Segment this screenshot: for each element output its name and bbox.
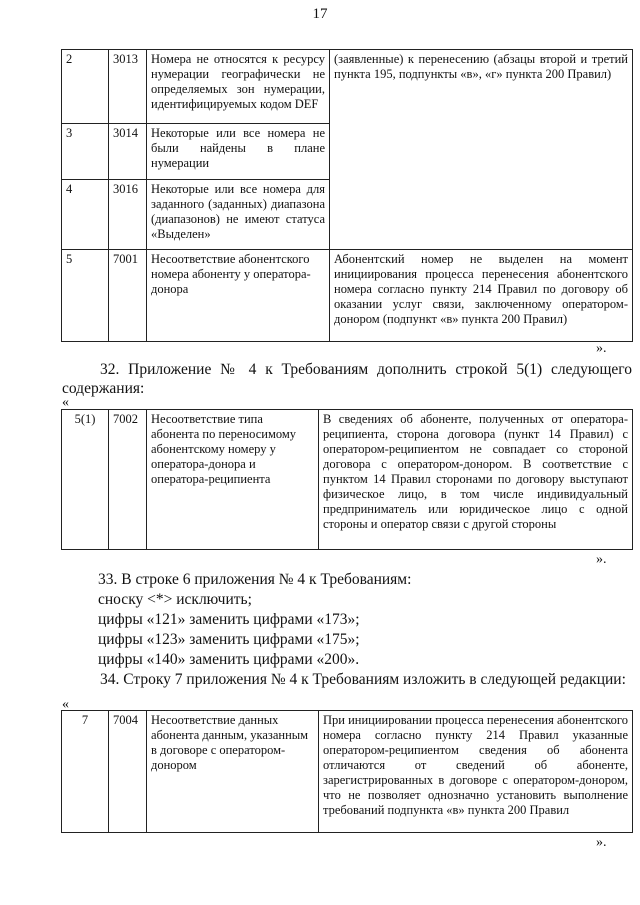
row-number: 4 bbox=[62, 180, 109, 250]
error-description: (заявленные) к перенесению (абзацы второй и третий пункта 195, подпункты «в», «г» пункта 200 Правил) bbox=[330, 50, 633, 250]
table-row bbox=[62, 711, 633, 833]
error-description: При инициировании процесса перенесения абонентского номера согласно пункту 214 Правил указанные оператором-реципиентом сведения об абонента отличаются от сведений об абоненте, зарегистрированных в договоре с оператором-донором, что не позволяет однозначно установить выполнение требований подпункта «в» пункта 200 Правил bbox=[319, 711, 633, 833]
row-number: 7 bbox=[62, 711, 109, 833]
error-name: Несоответствие данных абонента данным, указанным в договоре с оператором-донором bbox=[147, 711, 319, 833]
error-description: Абонентский номер не выделен на момент инициирования процесса перенесения абонентского номера согласно пункту 214 Правил по договору об оказании услуг связи, заключенному оператором-донором (подпункт «в» пункта 200 Правил) bbox=[330, 250, 633, 342]
row-number: 2 bbox=[62, 50, 109, 124]
error-code: 7004 bbox=[109, 711, 147, 833]
paragraph-item-34: 34. Строку 7 приложения № 4 к Требованиям изложить в следующей редакции: bbox=[100, 671, 626, 688]
error-name: Номера не относятся к ресурсу нумерации географически не определяемых зон нумерации, идентифицируемых кодом DEF bbox=[147, 50, 330, 124]
closing-quote: ». bbox=[596, 552, 607, 567]
error-code: 3014 bbox=[109, 124, 147, 180]
codes-table-2 bbox=[61, 409, 633, 550]
list-item: цифры «140» заменить цифрами «200». bbox=[98, 651, 360, 668]
codes-table-3 bbox=[61, 710, 633, 833]
error-code: 3013 bbox=[109, 50, 147, 124]
table-row bbox=[62, 250, 633, 342]
row-number: 5(1) bbox=[62, 410, 109, 550]
error-code: 3016 bbox=[109, 180, 147, 250]
codes-table-1 bbox=[61, 49, 633, 342]
page-number: 17 bbox=[312, 6, 328, 22]
error-code: 7002 bbox=[109, 410, 147, 550]
paragraph-item-33: 33. В строке 6 приложения № 4 к Требованиям: bbox=[98, 571, 412, 588]
error-name: Некоторые или все номера не были найдены в плане нумерации bbox=[147, 124, 330, 180]
paragraph-item-32: 32. Приложение № 4 к Требованиям дополнить строкой 5(1) следующего содержания: bbox=[62, 361, 632, 397]
error-name: Несоответствие абонентского номера абоненту у оператора-донора bbox=[147, 250, 330, 342]
error-code: 7001 bbox=[109, 250, 147, 342]
closing-quote: ». bbox=[596, 341, 607, 356]
error-name: Несоответствие типа абонента по переносимому абонентскому номеру у оператора-донора и оператора-реципиента bbox=[147, 410, 319, 550]
error-name: Некоторые или все номера для заданного (заданных) диапазона (диапазонов) не имеют статуса «Выделен» bbox=[147, 180, 330, 250]
table-row bbox=[62, 50, 633, 124]
opening-quote: « bbox=[62, 697, 69, 712]
table-row bbox=[62, 410, 633, 550]
row-number: 3 bbox=[62, 124, 109, 180]
list-item: цифры «123» заменить цифрами «175»; bbox=[98, 631, 360, 648]
error-description: В сведениях об абоненте, полученных от оператора-реципиента, сторона договора (пункт 14 Правил) с оператором-реципиентом не совпадает со стороной договора с оператором-донором. В соответствие с пунктом 14 Правил сторонами по договору выступают физическое лицо, в том числе индивидуальный предприниматель или юридическое лицо с одной стороны и оператор связи с другой стороны bbox=[319, 410, 633, 550]
row-number: 5 bbox=[62, 250, 109, 342]
opening-quote: « bbox=[62, 395, 69, 410]
list-item: сноску <*> исключить; bbox=[98, 591, 252, 608]
list-item: цифры «121» заменить цифрами «173»; bbox=[98, 611, 360, 628]
closing-quote: ». bbox=[596, 835, 607, 850]
